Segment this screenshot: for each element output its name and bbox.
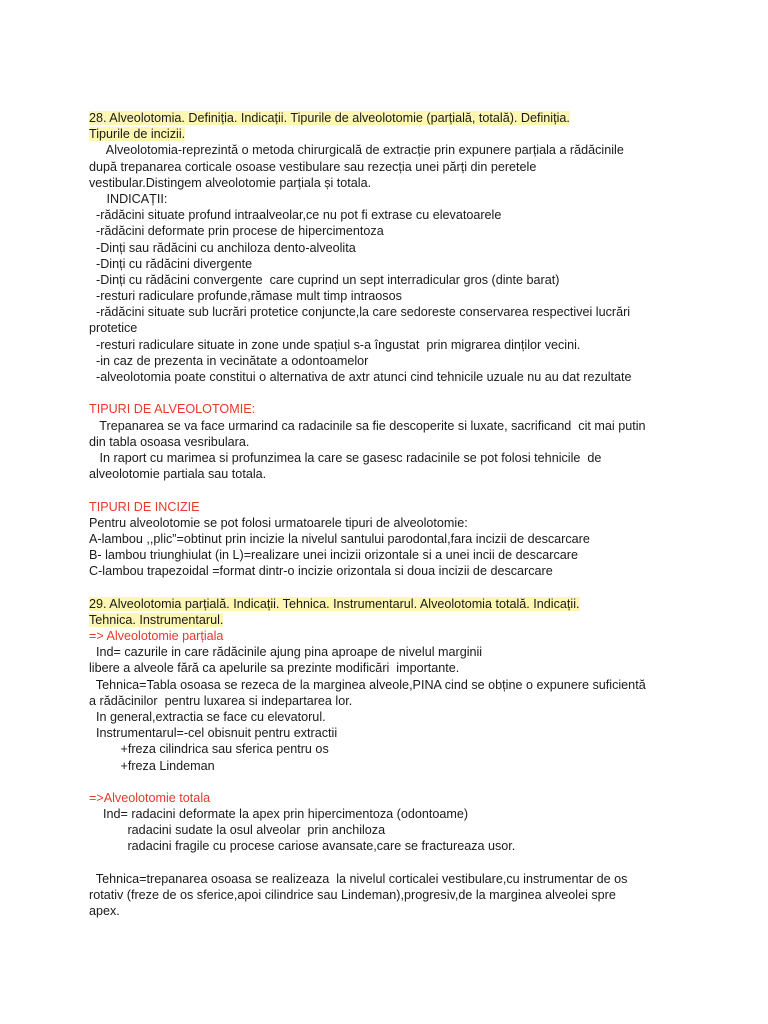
title-line: Tipurile de incizii. <box>89 127 186 142</box>
text-line: In raport cu marimea si profunzimea la care se gasesc radacinile se pot folosi tehnicile de <box>89 450 602 465</box>
text-line: Instrumentarul=-cel obisnuit pentru extractii <box>89 726 338 741</box>
text-line: In general,extractia se face cu elevatorul. <box>89 709 326 724</box>
text-line: Pentru alveolotomie se pot folosi urmatoarele tipuri de alveolotomie: <box>89 515 468 530</box>
text-line: +freza cilindrica sau sferica pentru os <box>89 742 329 757</box>
list-item: protetice <box>89 321 138 336</box>
tipuri-incizie-paragraph <box>89 515 689 580</box>
text-line: B- lambou triunghiulat (in L)=realizare unei incizii orizontale si a unei incii de descarcare <box>89 548 578 563</box>
text-line: Trepanarea se va face urmarind ca radacinile sa fie descoperite si luxate, sacrificand cit mai putin <box>89 418 646 433</box>
indications-label: INDICAȚII: <box>89 191 168 206</box>
list-item: -Dinți sau rădăcini cu anchiloza dento-alveolita <box>89 240 356 255</box>
text-line: din tabla osoasa vesribulara. <box>89 434 250 449</box>
text-line: Ind= radacini deformate la apex prin hipercimentoza (odontoame) <box>89 807 469 822</box>
list-item: -resturi radiculare situate in zone unde spațiul s-a îngustat prin migrarea dinților vecini. <box>89 337 581 352</box>
text-line: A-lambou ,,plic”=obtinut prin incizie la nivelul santului parodontal,fara incizii de descarcare <box>89 531 590 546</box>
list-item: -rădăcini situate profund intraalveolar,ce nu pot fi extrase cu elevatoarele <box>89 208 502 223</box>
tipuri-incizie-heading: TIPURI DE INCIZIE <box>89 499 200 514</box>
text-line: alveolotomie partiala sau totala. <box>89 467 267 482</box>
list-item: -in caz de prezenta in vecinătate a odontoamelor <box>89 353 369 368</box>
list-item: -Dinți cu rădăcini convergente care cuprind un sept interradicular gros (dinte barat) <box>89 272 560 287</box>
section-29-title <box>89 596 689 628</box>
title-line: Tehnica. Instrumentarul. <box>89 612 224 627</box>
tipuri-alveolotomie-heading: TIPURI DE ALVEOLOTOMIE: <box>89 402 256 417</box>
list-item: -alveolotomia poate constitui o alternativa de axtr atunci cind tehnicile uzuale nu au dat rezultate <box>89 370 632 384</box>
text-line: Tehnica=trepanarea osoasa se realizeaza la nivelul corticalei vestibulare,cu instrumentar de os <box>89 871 628 886</box>
section-28-title <box>89 110 689 142</box>
title-line: 29. Alveolotomia parțială. Indicații. Tehnica. Instrumentarul. Alveolotomia totală. Indicații. <box>89 596 580 611</box>
totala-tehnica <box>89 871 689 920</box>
text-line: C-lambou trapezoidal =format dintr-o incizie orizontala si doua incizii de descarcare <box>89 564 553 579</box>
text-line: radacini sudate la osul alveolar prin anchiloza <box>89 823 386 838</box>
text-line: +freza Lindeman <box>89 758 215 773</box>
text-line: radacini fragile cu procese cariose avansate,care se fractureaza usor. <box>89 839 516 854</box>
text-line: vestibular.Distingem alveolotomie parțiala și totala. <box>89 175 372 190</box>
list-item: -rădăcini situate sub lucrări protetice conjuncte,la care sedoreste conservarea respectivei lucrări <box>89 305 631 320</box>
text-line: apex. <box>89 904 120 919</box>
text-line: a rădăcinilor pentru luxarea si indepartarea lor. <box>89 693 353 708</box>
title-line: 28. Alveolotomia. Definiția. Indicații. Tipurile de alveolotomie (parțială, totală). Definiția. <box>89 111 570 125</box>
definition-paragraph <box>89 142 689 191</box>
document-page <box>89 110 689 919</box>
totala-heading: =>Alveolotomie totala <box>89 790 211 805</box>
text-line: rotativ (freze de os sferice,apoi cilindrice sau Lindeman),progresiv,de la marginea alveolei spre <box>89 888 616 902</box>
partiala-heading: => Alveolotomie parțiala <box>89 629 224 643</box>
totala-indications <box>89 806 689 855</box>
list-item: -Dinți cu rădăcini divergente <box>89 256 253 271</box>
text-line: după trepanarea corticale osoase vestibulare sau rezecția unei părți din peretele <box>89 159 537 174</box>
list-item: -resturi radiculare profunde,rămase mult timp intraosos <box>89 289 402 304</box>
indications-list <box>89 207 689 385</box>
text-line: Ind= cazurile in care rădăcinile ajung pina aproape de nivelul marginii <box>89 645 483 660</box>
text-line: Tehnica=Tabla osoasa se rezeca de la marginea alveole,PINA cind se obține o expunere suficientă <box>89 677 646 692</box>
list-item: -rădăcini deformate prin procese de hipercimentoza <box>89 224 384 239</box>
partiala-paragraph <box>89 644 689 774</box>
text-line: libere a alveole fără ca apelurile sa prezinte modificări importante. <box>89 661 460 676</box>
tipuri-alveolotomie-paragraph <box>89 418 689 483</box>
text-line: Alveolotomia-reprezintă o metoda chirurgicală de extracție prin expunere parțiala a rădăcinile <box>89 143 624 158</box>
